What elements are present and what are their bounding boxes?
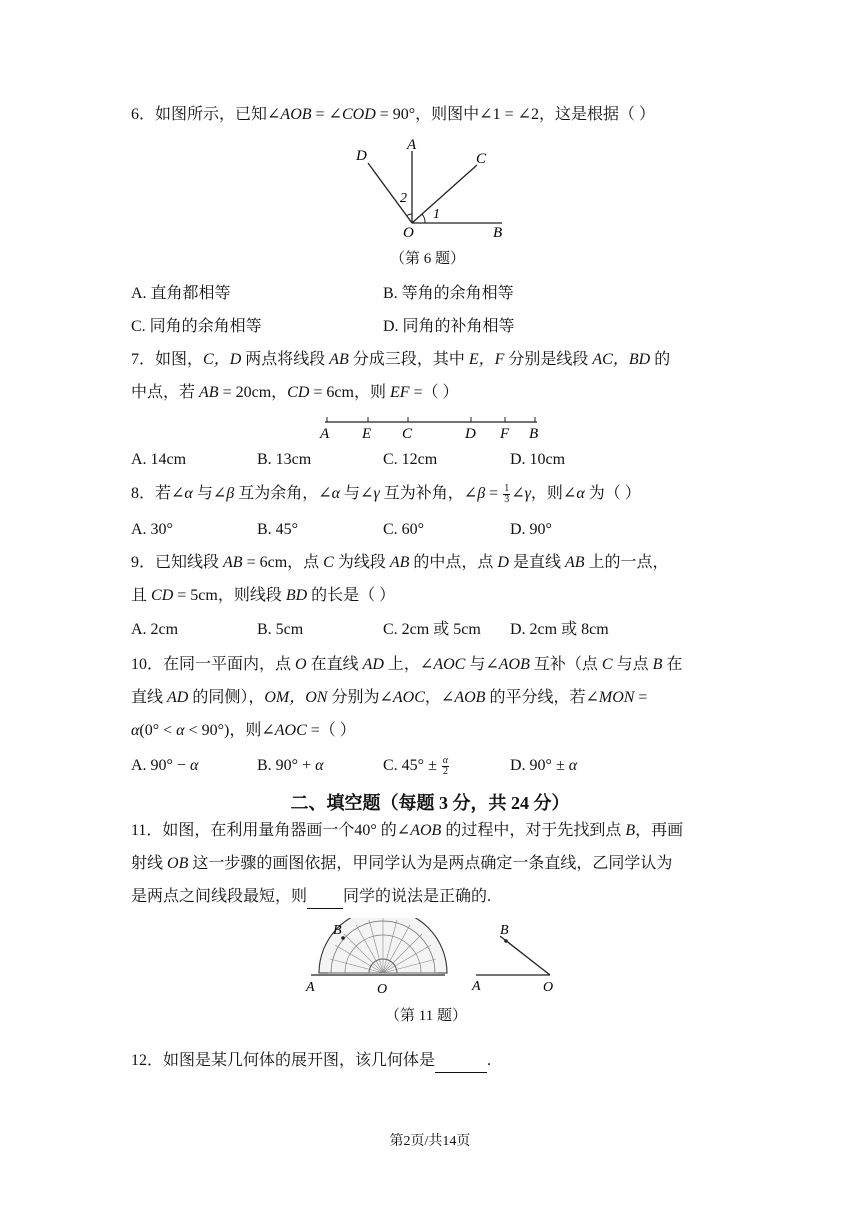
q11-stem-line2: 射线 OB 这一步骤的画图依据，甲同学认为是两点确定一条直线，乙同学认为: [131, 855, 673, 872]
q7-label-B: B: [529, 426, 539, 442]
q8-stem: 8．若∠α 与∠β 互为余角，∠α 与∠γ 互为补角，∠β = $\frac{1}{3}$ ∠γ，则∠α 为（ ）: [131, 482, 641, 505]
q6-caption: （第 6 题）: [390, 251, 466, 267]
q9-option-b: B. 5cm: [257, 621, 304, 638]
q11-stem-line1: 11．如图，在利用量角器画一个40° 的∠AOB 的过程中，对于先找到点 B，再画: [131, 822, 684, 839]
q7-label-D: D: [465, 426, 476, 442]
q6-label-2: 2: [400, 191, 407, 206]
q6-option-c: C. 同角的余角相等: [131, 318, 262, 335]
q9-stem-line1: 9．已知线段 AB = 6cm，点 C 为线段 AB 的中点，点 D 是直线 AB 上的一点，: [131, 554, 669, 571]
q11-stem-line3: 是两点之间线段最短，则 同学的说法是正确的.: [131, 886, 491, 909]
q11-ray-figure: [468, 918, 568, 998]
q11-fig1-label-A: A: [306, 980, 315, 995]
q9-option-c: C. 2cm 或 5cm: [383, 621, 481, 638]
q11-fig2-label-O: O: [543, 980, 554, 995]
q8-option-b: B. 45°: [257, 521, 299, 538]
q8-option-c: C. 60°: [383, 521, 425, 538]
q10-stem-line1: 10．在同一平面内，点 O 在直线 AD 上，∠AOC 与∠AOB 互补（点 C 与点 B 在: [131, 656, 683, 673]
q11-protractor-figure: [303, 918, 453, 998]
q9-option-d: D. 2cm 或 8cm: [510, 621, 609, 638]
q6-option-a: A. 直角都相等: [131, 285, 231, 302]
q7-stem-line1: 7．如图，C，D 两点将线段 AB 分成三段，其中 E，F 分别是线段 AC，BD 的: [131, 351, 671, 368]
q7-option-c: C. 12cm: [383, 451, 438, 468]
q7-figure: [315, 412, 545, 442]
q10-option-c-fraction: $\frac{\alpha}{2}$: [442, 754, 449, 777]
q6-label-C: C: [476, 151, 487, 167]
q6-stem: 6．如图所示，已知∠AOB = ∠COD = 90°，则图中∠1 = ∠2，这是根据（ ）: [131, 106, 656, 123]
q6-option-d: D. 同角的补角相等: [383, 318, 515, 335]
q7-label-A: A: [320, 426, 330, 442]
q10-option-a: A. 90° − α: [131, 757, 199, 774]
q11-answer-blank[interactable]: [307, 886, 343, 909]
q8-option-d: D. 90°: [510, 521, 552, 538]
q6-label-B: B: [493, 225, 503, 240]
q11-fig2-label-B: B: [500, 923, 509, 938]
q6-label-O: O: [403, 225, 414, 240]
q7-stem-line2: 中点，若 AB = 20cm，CD = 6cm，则 EF =（ ）: [131, 384, 459, 401]
q6-label-A: A: [407, 137, 417, 153]
section-2-heading: 二、填空题（每题 3 分，共 24 分）: [290, 793, 570, 813]
q8-option-a: A. 30°: [131, 521, 173, 538]
q11-caption: （第 11 题）: [385, 1008, 467, 1024]
q10-option-d: D. 90° ± α: [510, 757, 578, 774]
q12-answer-blank[interactable]: [435, 1050, 487, 1073]
q9-option-a: A. 2cm: [131, 621, 179, 638]
q10-option-b: B. 90° + α: [257, 757, 324, 774]
q6-label-D: D: [356, 148, 367, 164]
q7-label-F: F: [500, 426, 510, 442]
q7-option-a: A. 14cm: [131, 451, 187, 468]
q12-stem: 12．如图是某几何体的展开图，该几何体是 .: [131, 1050, 491, 1073]
page-footer: 第2页/共14页: [389, 1134, 471, 1149]
q6-figure: [345, 135, 525, 240]
q10-option-c: C. 45° ± $\frac{\alpha}{2}$: [383, 754, 449, 777]
q8-fraction: $\frac{1}{3}$: [504, 482, 510, 505]
q6-option-b: B. 等角的余角相等: [383, 285, 514, 302]
q7-option-b: B. 13cm: [257, 451, 312, 468]
q9-stem-line2: 且 CD = 5cm，则线段 BD 的长是（ ）: [131, 587, 396, 604]
q7-label-E: E: [362, 426, 372, 442]
q6-label-1: 1: [433, 207, 440, 222]
q7-option-d: D. 10cm: [510, 451, 566, 468]
q10-stem-line2: 直线 AD 的同侧），OM，ON 分别为∠AOC，∠AOB 的平分线，若∠MON =: [131, 689, 648, 706]
q11-fig1-label-O: O: [377, 982, 388, 997]
q10-stem-line3: α(0° < α < 90°)，则∠AOC =（ ）: [131, 722, 356, 739]
q7-label-C: C: [402, 426, 413, 442]
q11-fig2-label-A: A: [472, 979, 481, 994]
q11-fig1-label-B: B: [333, 923, 342, 938]
